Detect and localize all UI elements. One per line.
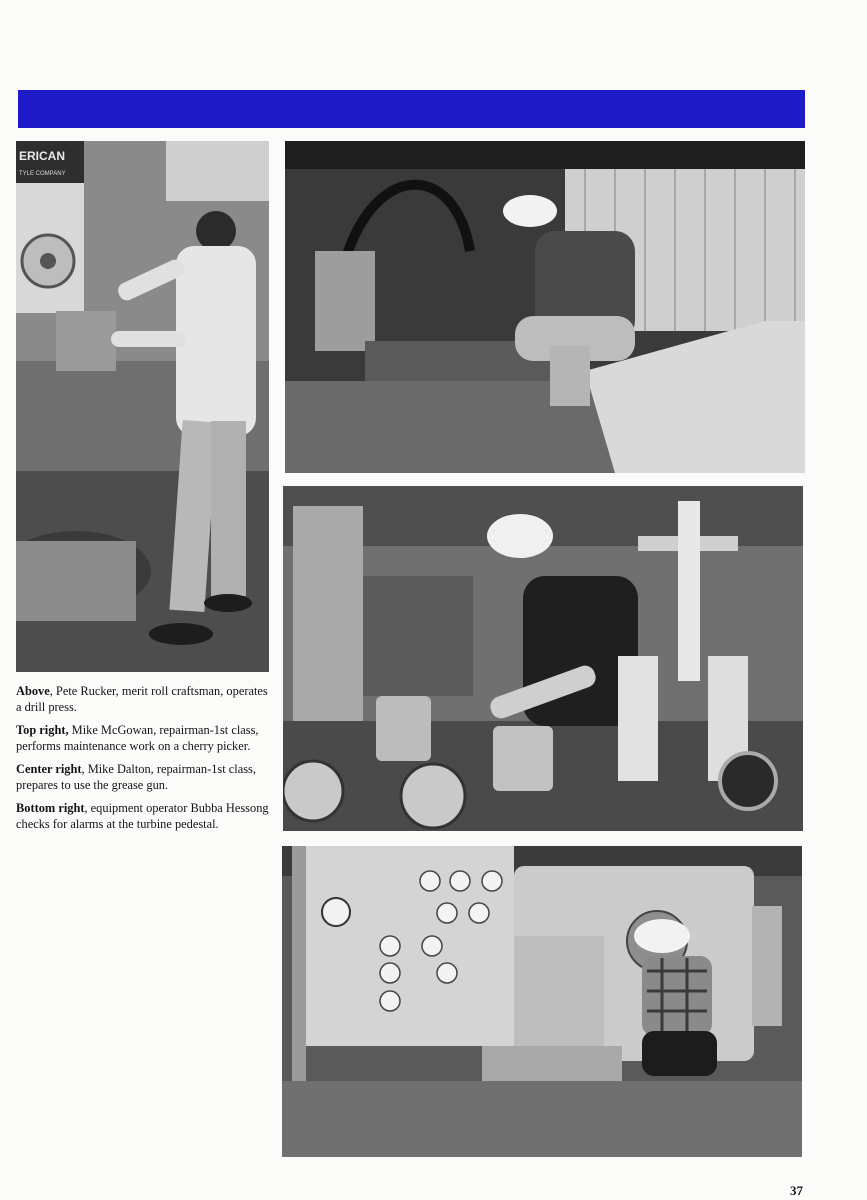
caption-bottom-right-text: , equipment operator Bubba Hessong checks for alarms at the turbine pedestal. — [16, 801, 269, 831]
photo-captions — [16, 683, 274, 839]
caption-bottom-right-lead: Bottom right — [16, 801, 85, 815]
caption-center-right — [16, 761, 274, 793]
header-banner — [18, 90, 805, 128]
drill-press-sign-sub: TYLE COMPANY — [19, 171, 66, 177]
caption-top-right — [16, 722, 274, 754]
caption-center-right-text: , Mike Dalton, repairman-1st class, prepares to use the grease gun. — [16, 762, 256, 792]
page-number: 37 — [790, 1183, 803, 1198]
photo-grease-gun — [283, 486, 803, 831]
photo-turbine-pedestal — [282, 846, 802, 1157]
caption-top-right-lead: Top right, — [16, 723, 69, 737]
photo-drill-press — [16, 141, 269, 672]
caption-above-text: , Pete Rucker, merit roll craftsman, operates a drill press. — [16, 684, 268, 714]
caption-above-lead: Above — [16, 684, 50, 698]
caption-bottom-right — [16, 800, 274, 832]
caption-center-right-lead: Center right — [16, 762, 82, 776]
photo-cherry-picker — [285, 141, 805, 473]
drill-press-sign: ERICAN — [19, 149, 66, 163]
caption-above — [16, 683, 274, 715]
caption-top-right-text: Mike McGowan, repairman-1st class, performs maintenance work on a cherry picker. — [16, 723, 259, 753]
